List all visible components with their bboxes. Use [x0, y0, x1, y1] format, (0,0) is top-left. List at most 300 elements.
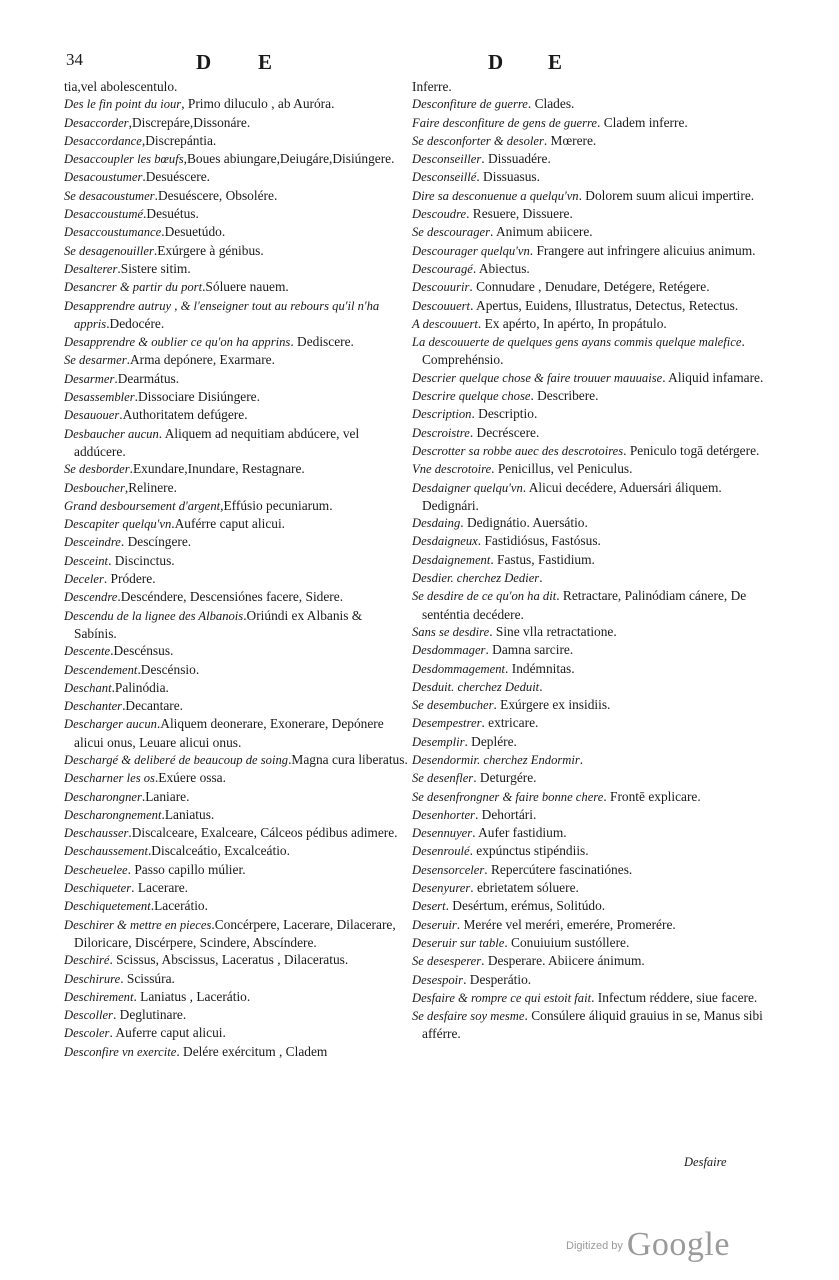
entry-headword: Descente: [64, 644, 111, 659]
dictionary-entry: [412, 95, 768, 113]
entry-translation: .Laniare.: [141, 788, 190, 804]
dictionary-entry: [412, 696, 768, 714]
entry-translation: .Descénsus.: [110, 643, 174, 659]
entry-translation: . Mœrere.: [543, 132, 597, 148]
dictionary-entry: [64, 824, 408, 842]
entry-translation: .Decantare.: [122, 698, 184, 714]
entry-translation: .Laniatus.: [161, 806, 215, 822]
entry-headword: Desconseillé: [412, 170, 477, 185]
dictionary-entry: [412, 205, 768, 223]
entry-headword: Descheuelee: [64, 862, 128, 877]
entry-headword: Descapiter quelqu'vn: [64, 517, 172, 532]
entry-translation: .Dissociare Disiúngere.: [134, 389, 260, 405]
entry-headword: Desacoustumer: [64, 170, 143, 185]
entry-translation: ,Boues abiungare,Deiugáre,Disiúngere.: [183, 151, 395, 167]
dictionary-entry: [412, 187, 768, 205]
dictionary-entry: [412, 641, 768, 659]
entry-headword: Se desborder: [64, 462, 130, 477]
dictionary-entry: [64, 242, 408, 260]
dictionary-entry: [412, 168, 768, 186]
entry-headword: Desaccoupler les bœufs: [64, 152, 184, 167]
entry-translation: . Sine vlla retractatione.: [489, 623, 617, 639]
dictionary-entry: [64, 260, 408, 278]
entry-translation: . Frangere aut infringere alicuius animum.: [529, 242, 756, 258]
dictionary-entry: [64, 460, 408, 478]
entry-headword: Desarmer: [64, 371, 115, 386]
entry-headword: Descendre: [64, 590, 118, 605]
dictionary-entry: [412, 479, 768, 515]
dictionary-entry: [64, 769, 408, 787]
entry-translation: . Deglutinare.: [112, 1007, 187, 1023]
dictionary-entry: [412, 714, 768, 732]
entry-translation: .: [579, 751, 584, 767]
dictionary-entry: [64, 1006, 408, 1024]
dictionary-entry: [412, 297, 768, 315]
entry-translation: .Authoritatem defúgere.: [119, 407, 248, 423]
entry-translation: . Aliquid infamare.: [662, 369, 764, 385]
entry-translation: . Repercútere fascinatiónes.: [484, 861, 633, 877]
dictionary-entry: [412, 514, 768, 532]
entry-headword: La descouuerte de quelques gens ayans commis quelque malefice: [412, 335, 742, 350]
dictionary-entry: [412, 806, 768, 824]
entry-translation: . Peniculo togā detérgere.: [623, 442, 760, 458]
entry-translation: .Auférre caput alicui.: [171, 516, 286, 532]
dictionary-entry: [64, 861, 408, 879]
dictionary-entry: [64, 697, 408, 715]
entry-headword: Desaccoustumance: [64, 225, 162, 240]
entry-translation: . Auferre caput alicui.: [109, 1025, 226, 1041]
entry-headword: Deschirure: [64, 971, 121, 986]
entry-headword: Desduit. cherchez Deduit: [412, 679, 540, 694]
dictionary-entry: [64, 970, 408, 988]
dictionary-entry: [64, 388, 408, 406]
dictionary-entry: [412, 769, 768, 787]
entry-headword: Desauouer: [64, 408, 120, 423]
entry-translation: . Delére exércitum , Cladem: [176, 1043, 328, 1059]
dictionary-entry: [412, 369, 768, 387]
entry-translation: Inferre.: [412, 79, 452, 94]
entry-headword: Desensorceler: [412, 862, 485, 877]
entry-headword: Deschargé & deliberé de beaucoup de soing: [64, 752, 289, 767]
dictionary-entry: [412, 934, 768, 952]
dictionary-entry: [64, 479, 408, 497]
dictionary-entry: [64, 333, 408, 351]
dictionary-entry: [412, 460, 768, 478]
dictionary-entry: [412, 78, 768, 95]
dictionary-entry: [412, 623, 768, 641]
entry-headword: Descourager quelqu'vn: [412, 243, 530, 258]
entry-headword: Deseruir sur table: [412, 935, 505, 950]
entry-headword: Descendu de la lignee des Albanois: [64, 608, 244, 623]
dictionary-entry: [64, 515, 408, 533]
entry-headword: Se desenfler: [412, 771, 474, 786]
entry-translation: . Penicillus, vel Peniculus.: [491, 461, 633, 477]
entry-headword: Desdaignement: [412, 552, 491, 567]
dictionary-entry: [412, 989, 768, 1007]
entry-translation: .: [539, 678, 543, 694]
entry-headword: Desconseiller: [412, 152, 482, 167]
entry-translation: . Aliquem ad nequitiam abdúcere, vel addúcere.: [74, 425, 360, 459]
dictionary-entry: [64, 95, 408, 113]
entry-translation: . Clades.: [527, 96, 575, 112]
entry-translation: ,Relinere.: [124, 479, 177, 495]
entry-headword: Sans se desdire: [412, 624, 490, 639]
entry-headword: Deschiquetement: [64, 899, 151, 914]
entry-headword: Deschiqueter: [64, 881, 132, 896]
entry-translation: . Fastus, Fastidium.: [490, 551, 595, 567]
dictionary-entry: [412, 333, 768, 369]
entry-headword: Description: [412, 407, 472, 422]
entry-translation: . Resuere, Dissuere.: [466, 206, 573, 222]
entry-headword: Se desconforter & desoler: [412, 133, 544, 148]
dictionary-entry: [412, 587, 768, 623]
entry-headword: Desert: [412, 899, 446, 914]
dictionary-entry: [412, 824, 768, 842]
entry-headword: Desdaigner quelqu'vn: [412, 480, 523, 495]
dictionary-entry: [64, 533, 408, 551]
entry-translation: . Pródere.: [103, 571, 156, 587]
entry-headword: Desenyurer: [412, 881, 471, 896]
entry-headword: Desdier. cherchez Dedier: [412, 571, 540, 586]
dictionary-entry: [64, 114, 408, 132]
entry-headword: Descharongner: [64, 789, 142, 804]
entry-translation: . Alicui decédere, Aduersári áliquem. Dedignári.: [422, 479, 722, 513]
dictionary-entry: [64, 552, 408, 570]
dictionary-entry: [412, 242, 768, 260]
entry-translation: ,Discrepántia.: [141, 132, 217, 148]
entry-headword: Dire sa desconuenue a quelqu'vn: [412, 188, 579, 203]
dictionary-entry: [64, 988, 408, 1006]
entry-translation: .Sóluere nauem.: [202, 279, 289, 295]
entry-translation: . Apertus, Euidens, Illustratus, Detectus, Retectus.: [470, 297, 739, 313]
dictionary-entry: [64, 806, 408, 824]
dictionary-entry: [412, 405, 768, 423]
entry-headword: Se desenfrongner & faire bonne chere: [412, 789, 604, 804]
entry-headword: Descharner les os: [64, 771, 155, 786]
dictionary-entry: [412, 132, 768, 150]
dictionary-entry: [412, 678, 768, 696]
dictionary-entry: [64, 642, 408, 660]
dictionary-entry: [64, 370, 408, 388]
entry-headword: Desdaing: [412, 516, 461, 531]
entry-headword: Se desarmer: [64, 353, 127, 368]
entry-translation: . Retractare, Palinódiam cánere, De senténtia decédere.: [422, 588, 747, 622]
entry-headword: Desceindre: [64, 535, 121, 550]
dictionary-entry: [412, 897, 768, 915]
dictionary-entry: [64, 715, 408, 751]
entry-headword: Desboucher: [64, 480, 125, 495]
entry-headword: Deschausser: [64, 826, 129, 841]
dictionary-entry: [64, 951, 408, 969]
entry-headword: Desapprendre & oublier ce qu'on ha apprins: [64, 335, 291, 350]
entry-translation: . Connudare , Denudare, Detégere, Retégere.: [469, 279, 710, 295]
entry-headword: Desfaire & rompre ce qui estoit fait: [412, 990, 592, 1005]
head-letter: E: [258, 50, 274, 74]
entry-headword: Descendement: [64, 662, 138, 677]
entry-translation: .Discalceátio, Excalceátio.: [147, 843, 290, 859]
dictionary-entry: [64, 679, 408, 697]
entry-headword: Desapprendre autruy , & l'enseigner tout au rebours qu'il n'ha appris: [64, 298, 380, 331]
entry-headword: Descouuert: [412, 298, 471, 313]
entry-translation: . Deplére.: [464, 733, 517, 749]
dictionary-entry: [64, 425, 408, 461]
page-number: 34: [66, 50, 83, 69]
dictionary-entry: [412, 114, 768, 132]
google-logo: Google: [626, 1226, 730, 1263]
entry-translation: . Conuiuium sustóllere.: [504, 934, 630, 950]
entry-translation: . Infectum réddere, siue facere.: [591, 989, 758, 1005]
entry-translation: . Dehortári.: [474, 806, 537, 822]
entry-translation: . Passo capillo múlier.: [127, 861, 246, 877]
entry-translation: .Sistere sitim.: [117, 260, 191, 276]
dictionary-entry: [412, 569, 768, 587]
entry-headword: Deseruir: [412, 917, 457, 932]
dictionary-entry: [64, 842, 408, 860]
entry-headword: Descoller: [64, 1008, 113, 1023]
entry-headword: Se desacoustumer: [64, 188, 155, 203]
entry-translation: . Dissuadére.: [481, 151, 551, 167]
dictionary-entry: [64, 223, 408, 241]
entry-translation: . Lacerare.: [131, 880, 189, 896]
entry-headword: Descrire quelque chose: [412, 389, 531, 404]
entry-headword: Desdaigneux: [412, 534, 478, 549]
entry-translation: . Descíngere.: [120, 534, 192, 550]
entry-translation: .Magna cura liberatus.: [288, 751, 408, 767]
entry-translation: .Exúere ossa.: [154, 770, 226, 786]
entry-translation: .Desuéscere, Obsolére.: [154, 187, 278, 203]
entry-translation: . Deturgére.: [473, 770, 537, 786]
entry-headword: Desconfire vn exercite: [64, 1044, 177, 1059]
entry-translation: .Desuétus.: [143, 206, 199, 222]
dictionary-entry: [64, 607, 408, 643]
entry-headword: Desceint: [64, 553, 109, 568]
entry-headword: Se desembucher: [412, 698, 494, 713]
entry-headword: Se desdire de ce qu'on ha dit: [412, 589, 557, 604]
entry-headword: Descoler: [64, 1026, 110, 1041]
entry-translation: .Dedocére.: [106, 315, 165, 331]
entry-headword: Descroistre: [412, 425, 470, 440]
entry-translation: tia,vel abolescentulo.: [64, 79, 178, 94]
dictionary-entry: [64, 297, 408, 334]
entry-translation: .Arma depónere, Exarmare.: [126, 352, 275, 368]
entry-headword: Desaccordance: [64, 133, 142, 148]
entry-translation: .Oriúndi ex Albanis & Sabínis.: [74, 607, 363, 641]
entry-translation: . Dediscere.: [290, 334, 354, 350]
entry-translation: . Dissuasus.: [476, 169, 540, 185]
dictionary-entry: [64, 78, 408, 95]
entry-translation: .Exúrgere à génibus.: [153, 242, 264, 258]
dictionary-entry: [412, 551, 768, 569]
entry-translation: . Ex apérto, In apérto, In propátulo.: [477, 315, 667, 331]
entry-translation: . Descriptio.: [471, 406, 538, 422]
entry-translation: .Palinódia.: [111, 679, 169, 695]
entry-headword: Desbaucher aucun: [64, 426, 159, 441]
entry-translation: . Cladem inferre.: [597, 114, 688, 130]
entry-headword: Deschiré: [64, 953, 110, 968]
entry-headword: Se desfaire soy mesme: [412, 1009, 525, 1024]
dictionary-entry: [64, 916, 408, 952]
entry-headword: Desaccorder: [64, 115, 129, 130]
entry-translation: . Laniatus , Lacerátio.: [133, 988, 251, 1004]
entry-translation: . Consúlere áliquid grauius in se, Manus sibi afférre.: [422, 1008, 763, 1042]
dictionary-entry: [64, 351, 408, 369]
running-header: [0, 50, 839, 76]
dictionary-entry: [412, 842, 768, 860]
dictionary-entry: [64, 205, 408, 223]
head-letter: D: [488, 50, 505, 74]
catchword: Desfaire: [684, 1155, 727, 1169]
dictionary-entry: [412, 916, 768, 934]
entry-translation: . Damna sarcire.: [485, 642, 574, 658]
left-column: [64, 78, 408, 1061]
entry-headword: Desespoir: [412, 972, 464, 987]
dictionary-entry: [64, 1043, 408, 1061]
dictionary-entry: [412, 660, 768, 678]
entry-headword: Des le fin point du iour: [64, 97, 182, 112]
entry-translation: . ebrietatem sóluere.: [470, 880, 579, 896]
entry-translation: . Aufer fastidium.: [472, 825, 567, 841]
entry-translation: . Discinctus.: [108, 552, 175, 568]
entry-translation: . Desperare. Abiicere ánimum.: [481, 953, 645, 969]
entry-translation: . extricare.: [481, 715, 539, 731]
entry-translation: . Animum abiicere.: [490, 224, 593, 240]
dictionary-entry: [412, 278, 768, 296]
dictionary-entry: [412, 952, 768, 970]
entry-headword: Desdommagement: [412, 661, 506, 676]
entry-headword: Descouurir: [412, 280, 470, 295]
entry-headword: Desenroulé: [412, 844, 470, 859]
entry-headword: Se descourager: [412, 225, 490, 240]
entry-translation: .Exundare,Inundare, Restagnare.: [129, 461, 305, 477]
watermark-prefix: Digitized by: [566, 1240, 623, 1252]
entry-headword: Desdommager: [412, 643, 486, 658]
entry-translation: .Dearmátus.: [114, 370, 180, 386]
entry-translation: .Desuéscere.: [142, 169, 211, 185]
dictionary-entry: [412, 971, 768, 989]
entry-headword: Grand desboursement d'argent: [64, 498, 221, 513]
entry-translation: , Primo diluculo , ab Auróra.: [181, 96, 335, 112]
dictionary-entry: [64, 879, 408, 897]
entry-headword: Deschaussement: [64, 844, 148, 859]
entry-translation: .Concérpere, Lacerare, Dilacerare, Diloricare, Discérpere, Scindere, Abscíndere.: [74, 916, 396, 950]
entry-headword: Desempestrer: [412, 716, 482, 731]
entry-translation: . Fastidiósus, Fastósus.: [477, 533, 601, 549]
entry-translation: .Desuetúdo.: [161, 224, 226, 240]
dictionary-entry: [64, 788, 408, 806]
entry-translation: ,Discrepáre,Dissonáre.: [128, 114, 251, 130]
digitized-watermark: [566, 1226, 730, 1264]
entry-translation: . expúnctus stipéndiis.: [469, 843, 589, 859]
dictionary-entry: [412, 150, 768, 168]
entry-translation: .Descéndere, Descensiónes facere, Sidere.: [117, 589, 344, 605]
dictionary-entry: [412, 1007, 768, 1043]
dictionary-entry: [64, 588, 408, 606]
dictionary-entry: [412, 879, 768, 897]
entry-translation: .Discalceare, Exalceare, Cálceos pédibus adimere.: [128, 825, 398, 841]
entry-headword: Desassembler: [64, 390, 135, 405]
entry-headword: Desemplir: [412, 734, 465, 749]
dictionary-entry: [64, 661, 408, 679]
dictionary-entry: [64, 1024, 408, 1042]
entry-headword: Descrier quelque chose & faire trouuer mauuaise: [412, 370, 663, 385]
entry-translation: .: [539, 570, 543, 586]
dictionary-entry: [412, 223, 768, 241]
dictionary-entry: [412, 751, 768, 769]
entry-headword: Se desesperer: [412, 954, 482, 969]
entry-translation: . Scissúra.: [120, 970, 175, 986]
entry-headword: Descharongnement: [64, 807, 162, 822]
entry-translation: ,Effúsio pecuniarum.: [220, 497, 333, 513]
entry-headword: Vne descrotoire: [412, 462, 492, 477]
entry-headword: Descharger aucun: [64, 717, 157, 732]
dictionary-entry: [412, 387, 768, 405]
entry-translation: . Frontē explicare.: [603, 788, 701, 804]
dictionary-entry: [64, 168, 408, 186]
dictionary-entry: [64, 150, 408, 168]
dictionary-entry: [64, 278, 408, 296]
entry-headword: Desancrer & partir du port: [64, 280, 203, 295]
dictionary-entry: [412, 442, 768, 460]
dictionary-entry: [64, 497, 408, 515]
entry-translation: . Abiectus.: [472, 260, 530, 276]
dictionary-entry: [64, 187, 408, 205]
dictionary-entry: [412, 861, 768, 879]
entry-translation: . Comprehénsio.: [422, 334, 745, 368]
entry-translation: . Describere.: [530, 388, 599, 404]
dictionary-entry: [412, 788, 768, 806]
entry-translation: . Dolorem suum alicui impertire.: [578, 187, 755, 203]
entry-headword: Descoudre: [412, 207, 467, 222]
dictionary-entry: [64, 751, 408, 769]
dictionary-entry: [412, 260, 768, 278]
entry-translation: . Indémnitas.: [505, 660, 575, 676]
entry-translation: . Desértum, erémus, Solitúdo.: [445, 898, 606, 914]
entry-headword: Deceler: [64, 572, 104, 587]
entry-headword: Desenhorter: [412, 807, 475, 822]
entry-headword: Descouragé: [412, 261, 473, 276]
entry-headword: Deschirer & mettre en pieces: [64, 917, 212, 932]
entry-translation: . Decréscere.: [469, 424, 540, 440]
entry-translation: .Lacerátio.: [150, 898, 208, 914]
dictionary-entry: [64, 132, 408, 150]
head-letter: E: [548, 50, 564, 74]
entry-headword: Desalterer: [64, 261, 118, 276]
entry-headword: Desaccoustumé: [64, 207, 144, 222]
entry-headword: Desennuyer: [412, 826, 473, 841]
entry-headword: Deschant: [64, 680, 112, 695]
entry-headword: Se desagenouiller: [64, 243, 154, 258]
entry-translation: . Merére vel meréri, emerére, Promerére.: [456, 916, 676, 932]
entry-translation: .Aliquem deonerare, Exonerare, Depónere alicui onus, Leuare alicui onus.: [74, 716, 384, 750]
dictionary-entry: [412, 733, 768, 751]
entry-translation: . Dedignátio. Auersátio.: [460, 515, 588, 531]
entry-headword: A descouuert: [412, 316, 478, 331]
entry-translation: .Descénsio.: [137, 661, 200, 677]
dictionary-entry: [412, 532, 768, 550]
entry-translation: . Scissus, Abscissus, Laceratus , Dilaceratus.: [109, 952, 349, 968]
dictionary-entry: [64, 570, 408, 588]
entry-headword: Desconfiture de guerre: [412, 97, 528, 112]
dictionary-entry: [64, 897, 408, 915]
entry-headword: Desendormir. cherchez Endormir: [412, 752, 580, 767]
dictionary-entry: [64, 406, 408, 424]
dictionary-entry: [412, 315, 768, 333]
entry-headword: Deschirement: [64, 989, 134, 1004]
entry-translation: . Desperátio.: [463, 971, 532, 987]
entry-headword: Faire desconfiture de gens de guerre: [412, 115, 598, 130]
entry-headword: Descrotter sa robbe auec des descrotoires: [412, 443, 624, 458]
dictionary-entry: [412, 424, 768, 442]
